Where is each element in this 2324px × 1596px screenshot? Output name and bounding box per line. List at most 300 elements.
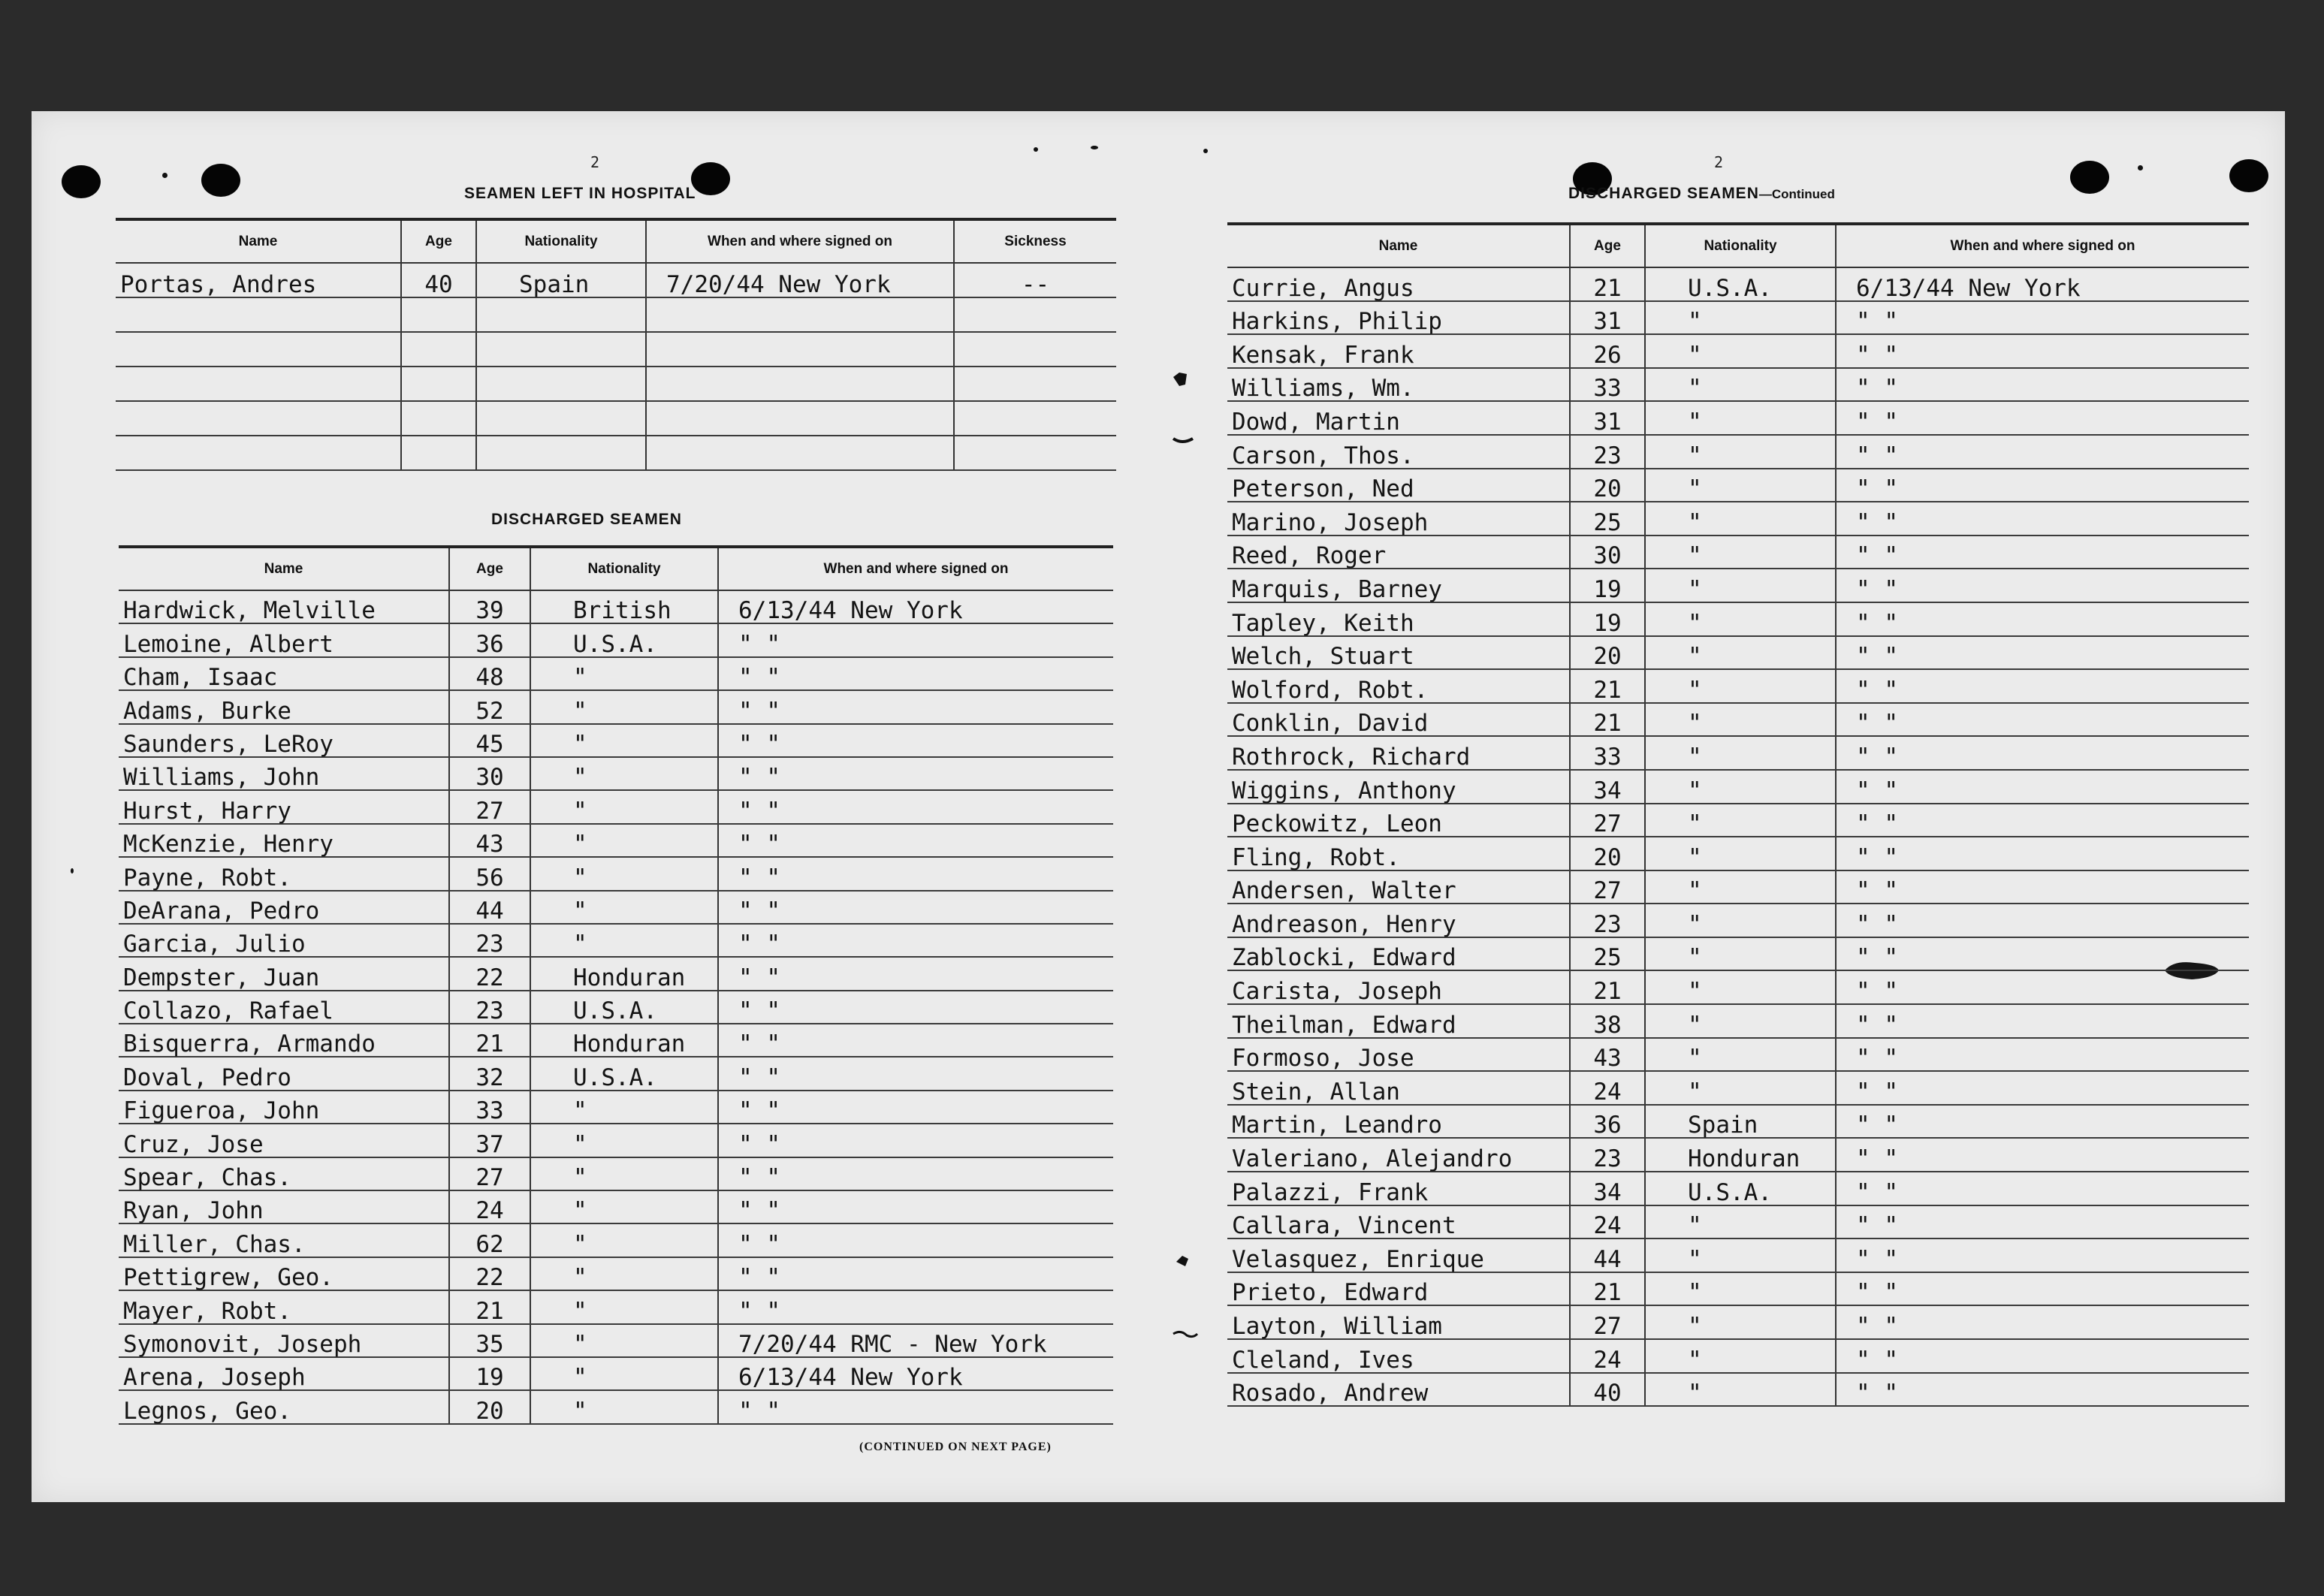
table-row	[119, 1190, 1113, 1223]
name-cell: Welch, Stuart	[1227, 636, 1570, 670]
page-number: 2	[1714, 153, 1724, 171]
when-where-cell: " "	[718, 891, 1113, 924]
table-row	[1227, 1305, 2249, 1339]
hospital-section-title: SEAMEN LEFT IN HOSPITAL	[464, 185, 696, 202]
nationality-cell: "	[530, 1257, 718, 1290]
nationality-cell: "	[530, 1157, 718, 1190]
age-cell: 23	[1570, 435, 1645, 469]
age-cell: 34	[1570, 1172, 1645, 1205]
when-where-cell: " "	[1836, 1004, 2249, 1038]
name-cell: McKenzie, Henry	[119, 824, 449, 857]
when-where-cell: " "	[718, 1157, 1113, 1190]
age-cell: 21	[1570, 970, 1645, 1004]
nationality-cell: "	[1645, 1238, 1836, 1272]
when-where-cell: 7/20/44 New York	[646, 263, 954, 297]
age-cell: 21	[1570, 669, 1645, 703]
age-cell: 22	[449, 1257, 530, 1290]
when-where-cell: " "	[1836, 1339, 2249, 1373]
sickness-cell	[954, 436, 1116, 470]
table-row	[119, 1257, 1113, 1290]
age-cell: 26	[1570, 334, 1645, 368]
table-row	[119, 1157, 1113, 1190]
age-cell: 23	[449, 924, 530, 957]
page-number: 2	[590, 153, 600, 171]
when-where-cell: " "	[718, 1290, 1113, 1323]
column-header-age: Age	[449, 547, 530, 590]
nationality-cell: "	[530, 757, 718, 790]
when-where-cell: " "	[1836, 1373, 2249, 1407]
when-where-cell: " "	[1836, 1272, 2249, 1306]
nationality-cell: "	[1645, 1071, 1836, 1105]
nationality-cell: "	[1645, 301, 1836, 335]
age-cell: 20	[1570, 469, 1645, 502]
name-cell: Hardwick, Melville	[119, 590, 449, 623]
age-cell: 36	[1570, 1105, 1645, 1139]
when-where-cell: " "	[718, 623, 1113, 656]
when-where-cell: 6/13/44 New York	[1836, 267, 2249, 301]
age-cell: 43	[449, 824, 530, 857]
table-row	[1227, 1105, 2249, 1139]
nationality-cell: "	[1645, 401, 1836, 435]
table-row	[1227, 1172, 2249, 1205]
nationality-cell: "	[530, 1091, 718, 1124]
name-cell	[116, 367, 401, 401]
name-cell: Callara, Vincent	[1227, 1205, 1570, 1239]
table-row	[1227, 469, 2249, 502]
age-cell	[401, 436, 476, 470]
name-cell: Miller, Chas.	[119, 1223, 449, 1257]
name-cell: Marino, Joseph	[1227, 502, 1570, 536]
age-cell: 24	[1570, 1339, 1645, 1373]
table-row	[1227, 267, 2249, 301]
nationality-cell	[476, 367, 646, 401]
nationality-cell: "	[1645, 703, 1836, 737]
when-where-cell: " "	[1836, 1105, 2249, 1139]
name-cell: Doval, Pedro	[119, 1057, 449, 1090]
name-cell: Velasquez, Enrique	[1227, 1238, 1570, 1272]
name-cell: Figueroa, John	[119, 1091, 449, 1124]
name-cell: Carson, Thos.	[1227, 435, 1570, 469]
table-row	[116, 263, 1116, 297]
age-cell	[401, 297, 476, 332]
header-row	[116, 219, 1116, 263]
column-header-nationality: Nationality	[1645, 224, 1836, 267]
age-cell: 25	[1570, 937, 1645, 971]
nationality-cell: "	[1645, 1205, 1836, 1239]
table-row	[1227, 1138, 2249, 1172]
age-cell: 21	[449, 1024, 530, 1057]
when-where-cell: " "	[718, 1024, 1113, 1057]
when-where-cell: " "	[1836, 703, 2249, 737]
when-where-cell: " "	[718, 757, 1113, 790]
when-where-cell: " "	[1836, 469, 2249, 502]
nationality-cell: British	[530, 590, 718, 623]
table-row	[119, 824, 1113, 857]
column-header-when-where: When and where signed on	[1836, 224, 2249, 267]
when-where-cell: " "	[1836, 804, 2249, 837]
name-cell: Hurst, Harry	[119, 790, 449, 823]
nationality-cell: "	[1645, 602, 1836, 636]
nationality-cell: U.S.A.	[530, 991, 718, 1024]
column-header-when-where: When and where signed on	[646, 219, 954, 263]
when-where-cell: 6/13/44 New York	[718, 590, 1113, 623]
when-where-cell: " "	[718, 991, 1113, 1024]
when-where-cell: " "	[1836, 536, 2249, 569]
nationality-cell: Honduran	[1645, 1138, 1836, 1172]
when-where-cell: " "	[1836, 334, 2249, 368]
name-cell: Tapley, Keith	[1227, 602, 1570, 636]
column-header-nationality: Nationality	[530, 547, 718, 590]
table-row	[119, 1124, 1113, 1157]
column-header-when-where: When and where signed on	[718, 547, 1113, 590]
age-cell: 19	[1570, 602, 1645, 636]
header-row	[1227, 224, 2249, 267]
name-cell: Theilman, Edward	[1227, 1004, 1570, 1038]
when-where-cell: " "	[718, 724, 1113, 757]
age-cell: 36	[449, 623, 530, 656]
name-cell: Prieto, Edward	[1227, 1272, 1570, 1306]
table-row	[119, 1324, 1113, 1357]
table-row	[116, 332, 1116, 367]
age-cell: 38	[1570, 1004, 1645, 1038]
nationality-cell: "	[530, 1190, 718, 1223]
when-where-cell: " "	[1836, 970, 2249, 1004]
nationality-cell: "	[1645, 770, 1836, 804]
table-row	[1227, 536, 2249, 569]
table-row	[1227, 502, 2249, 536]
nationality-cell: "	[530, 1223, 718, 1257]
age-cell: 32	[449, 1057, 530, 1090]
name-cell: Peckowitz, Leon	[1227, 804, 1570, 837]
age-cell: 30	[449, 757, 530, 790]
when-where-cell: " "	[1836, 937, 2249, 971]
name-cell	[116, 297, 401, 332]
nationality-cell: "	[1645, 970, 1836, 1004]
when-where-cell	[646, 297, 954, 332]
when-where-cell: " "	[1836, 669, 2249, 703]
name-cell: Collazo, Rafael	[119, 991, 449, 1024]
name-cell: Marquis, Barney	[1227, 569, 1570, 602]
name-cell: Carista, Joseph	[1227, 970, 1570, 1004]
name-cell: Reed, Roger	[1227, 536, 1570, 569]
when-where-cell: " "	[1836, 569, 2249, 602]
when-where-cell: 7/20/44 RMC - New York	[718, 1324, 1113, 1357]
when-where-cell: " "	[1836, 736, 2249, 770]
name-cell: Andersen, Walter	[1227, 870, 1570, 904]
name-cell: Bisquerra, Armando	[119, 1024, 449, 1057]
when-where-cell: " "	[718, 1124, 1113, 1157]
age-cell: 39	[449, 590, 530, 623]
table-row	[119, 790, 1113, 823]
nationality-cell: "	[530, 690, 718, 723]
name-cell: Palazzi, Frank	[1227, 1172, 1570, 1205]
when-where-cell: " "	[718, 1190, 1113, 1223]
table-row	[1227, 1004, 2249, 1038]
when-where-cell: " "	[1836, 1238, 2249, 1272]
name-cell: Conklin, David	[1227, 703, 1570, 737]
nationality-cell: "	[1645, 569, 1836, 602]
sickness-cell	[954, 401, 1116, 436]
scan-speck	[1034, 147, 1038, 152]
table-row	[1227, 1272, 2249, 1306]
nationality-cell: "	[530, 1124, 718, 1157]
name-cell: Kensak, Frank	[1227, 334, 1570, 368]
continued-title-suffix: —Continued	[1758, 187, 1835, 201]
table-row	[119, 690, 1113, 723]
name-cell: Williams, Wm.	[1227, 368, 1570, 402]
table-row	[119, 1290, 1113, 1323]
age-cell: 25	[1570, 502, 1645, 536]
when-where-cell: " "	[1836, 1305, 2249, 1339]
table-row	[119, 757, 1113, 790]
scan-speck	[71, 868, 74, 873]
age-cell: 23	[449, 991, 530, 1024]
when-where-cell: " "	[1836, 1172, 2249, 1205]
column-header-name: Name	[1227, 224, 1570, 267]
table-row	[1227, 334, 2249, 368]
nationality-cell: "	[1645, 1305, 1836, 1339]
when-where-cell: " "	[1836, 301, 2249, 335]
when-where-cell: " "	[1836, 636, 2249, 670]
nationality-cell: "	[530, 857, 718, 890]
nationality-cell: U.S.A.	[1645, 267, 1836, 301]
scan-speck	[162, 173, 168, 178]
when-where-cell: " "	[1836, 602, 2249, 636]
table-row	[1227, 837, 2249, 870]
age-cell: 27	[449, 1157, 530, 1190]
name-cell: Spear, Chas.	[119, 1157, 449, 1190]
age-cell: 31	[1570, 301, 1645, 335]
nationality-cell: "	[530, 1324, 718, 1357]
name-cell: Zablocki, Edward	[1227, 937, 1570, 971]
name-cell: Stein, Allan	[1227, 1071, 1570, 1105]
discharged-continued-table	[1227, 222, 2249, 1407]
punch-hole	[2070, 161, 2109, 194]
name-cell: Dowd, Martin	[1227, 401, 1570, 435]
name-cell: Dempster, Juan	[119, 957, 449, 990]
scan-speck	[1091, 146, 1098, 149]
hospital-table	[116, 218, 1116, 471]
nationality-cell: "	[1645, 804, 1836, 837]
nationality-cell: Spain	[476, 263, 646, 297]
scan-speck	[2138, 165, 2143, 170]
age-cell: 27	[1570, 804, 1645, 837]
nationality-cell: "	[1645, 536, 1836, 569]
age-cell: 19	[1570, 569, 1645, 602]
table-row	[119, 991, 1113, 1024]
age-cell: 19	[449, 1357, 530, 1390]
table-row	[1227, 937, 2249, 971]
nationality-cell: "	[1645, 837, 1836, 870]
when-where-cell: " "	[1836, 401, 2249, 435]
table-row	[1227, 804, 2249, 837]
sickness-cell	[954, 297, 1116, 332]
when-where-cell: " "	[1836, 502, 2249, 536]
table-row	[119, 924, 1113, 957]
name-cell: Formoso, Jose	[1227, 1038, 1570, 1072]
nationality-cell: Spain	[1645, 1105, 1836, 1139]
table-row	[119, 1024, 1113, 1057]
nationality-cell: "	[1645, 669, 1836, 703]
sickness-cell: --	[954, 263, 1116, 297]
name-cell	[116, 332, 401, 367]
age-cell	[401, 367, 476, 401]
scan-speck	[1203, 149, 1208, 153]
when-where-cell: " "	[718, 657, 1113, 690]
age-cell	[401, 401, 476, 436]
column-header-name: Name	[116, 219, 401, 263]
nationality-cell: U.S.A.	[530, 1057, 718, 1090]
punch-hole	[62, 165, 101, 198]
name-cell	[116, 401, 401, 436]
nationality-cell: "	[1645, 636, 1836, 670]
table-row	[119, 891, 1113, 924]
name-cell: Cleland, Ives	[1227, 1339, 1570, 1373]
table-row	[1227, 301, 2249, 335]
table-row	[1227, 1071, 2249, 1105]
table-row	[119, 1390, 1113, 1423]
nationality-cell: "	[530, 891, 718, 924]
nationality-cell: "	[1645, 502, 1836, 536]
name-cell: Layton, William	[1227, 1305, 1570, 1339]
nationality-cell: "	[530, 724, 718, 757]
nationality-cell: "	[1645, 368, 1836, 402]
table-row	[1227, 1238, 2249, 1272]
punch-hole	[691, 162, 730, 195]
name-cell: Wolford, Robt.	[1227, 669, 1570, 703]
name-cell: Wiggins, Anthony	[1227, 770, 1570, 804]
nationality-cell: "	[1645, 334, 1836, 368]
when-where-cell: " "	[1836, 1038, 2249, 1072]
nationality-cell	[476, 401, 646, 436]
age-cell: 21	[1570, 267, 1645, 301]
age-cell	[401, 332, 476, 367]
when-where-cell: " "	[1836, 837, 2249, 870]
when-where-cell: " "	[718, 1257, 1113, 1290]
nationality-cell: "	[530, 657, 718, 690]
table-row	[116, 401, 1116, 436]
table-row	[1227, 970, 2249, 1004]
when-where-cell: " "	[1836, 870, 2249, 904]
name-cell: Currie, Angus	[1227, 267, 1570, 301]
age-cell: 24	[1570, 1205, 1645, 1239]
age-cell: 27	[1570, 870, 1645, 904]
nationality-cell: "	[530, 1357, 718, 1390]
age-cell: 45	[449, 724, 530, 757]
name-cell: DeArana, Pedro	[119, 891, 449, 924]
when-where-cell: " "	[718, 790, 1113, 823]
table-row	[1227, 401, 2249, 435]
header-row	[119, 547, 1113, 590]
when-where-cell: " "	[718, 1091, 1113, 1124]
continued-footnote: (CONTINUED ON NEXT PAGE)	[859, 1441, 1052, 1453]
table-row	[116, 367, 1116, 401]
table-row	[1227, 703, 2249, 737]
name-cell: Mayer, Robt.	[119, 1290, 449, 1323]
age-cell: 56	[449, 857, 530, 890]
when-where-cell: " "	[718, 957, 1113, 990]
name-cell: Garcia, Julio	[119, 924, 449, 957]
nationality-cell: "	[530, 824, 718, 857]
table-row	[119, 857, 1113, 890]
age-cell: 44	[1570, 1238, 1645, 1272]
age-cell: 23	[1570, 904, 1645, 937]
nationality-cell: Honduran	[530, 1024, 718, 1057]
age-cell: 40	[1570, 1373, 1645, 1407]
when-where-cell: " "	[718, 690, 1113, 723]
table-row	[1227, 368, 2249, 402]
nationality-cell	[476, 436, 646, 470]
name-cell: Arena, Joseph	[119, 1357, 449, 1390]
when-where-cell: " "	[718, 1390, 1113, 1423]
name-cell: Legnos, Geo.	[119, 1390, 449, 1423]
name-cell: Peterson, Ned	[1227, 469, 1570, 502]
table-row	[119, 1057, 1113, 1090]
nationality-cell: "	[1645, 469, 1836, 502]
age-cell: 31	[1570, 401, 1645, 435]
table-row	[1227, 770, 2249, 804]
age-cell: 40	[401, 263, 476, 297]
table-row	[119, 1091, 1113, 1124]
table-row	[1227, 1205, 2249, 1239]
when-where-cell: " "	[1836, 770, 2249, 804]
name-cell: Cham, Isaac	[119, 657, 449, 690]
age-cell: 37	[449, 1124, 530, 1157]
name-cell: Cruz, Jose	[119, 1124, 449, 1157]
name-cell: Portas, Andres	[116, 263, 401, 297]
table-row	[1227, 1373, 2249, 1407]
table-row	[116, 436, 1116, 470]
when-where-cell: " "	[1836, 1071, 2249, 1105]
column-header-age: Age	[1570, 224, 1645, 267]
name-cell: Payne, Robt.	[119, 857, 449, 890]
table-row	[119, 1357, 1113, 1390]
table-row	[1227, 904, 2249, 937]
table-row	[1227, 870, 2249, 904]
table-row	[119, 590, 1113, 623]
table-row	[1227, 1038, 2249, 1072]
nationality-cell: "	[1645, 1004, 1836, 1038]
when-where-cell	[646, 332, 954, 367]
age-cell: 20	[449, 1390, 530, 1423]
when-where-cell: " "	[718, 857, 1113, 890]
name-cell: Valeriano, Alejandro	[1227, 1138, 1570, 1172]
table-row	[119, 957, 1113, 990]
when-where-cell: " "	[1836, 368, 2249, 402]
column-header-age: Age	[401, 219, 476, 263]
age-cell: 22	[449, 957, 530, 990]
nationality-cell: U.S.A.	[530, 623, 718, 656]
when-where-cell	[646, 436, 954, 470]
nationality-cell: Honduran	[530, 957, 718, 990]
table-row	[1227, 435, 2249, 469]
when-where-cell: " "	[718, 824, 1113, 857]
when-where-cell: " "	[718, 1057, 1113, 1090]
when-where-cell: " "	[718, 924, 1113, 957]
age-cell: 62	[449, 1223, 530, 1257]
nationality-cell: "	[1645, 1038, 1836, 1072]
age-cell: 24	[1570, 1071, 1645, 1105]
table-row	[1227, 602, 2249, 636]
discharged-section-title: DISCHARGED SEAMEN	[491, 511, 682, 528]
age-cell: 33	[1570, 736, 1645, 770]
fold-marks	[1143, 231, 1233, 1403]
nationality-cell: "	[530, 790, 718, 823]
name-cell: Lemoine, Albert	[119, 623, 449, 656]
age-cell: 43	[1570, 1038, 1645, 1072]
nationality-cell: "	[1645, 1339, 1836, 1373]
nationality-cell: "	[1645, 904, 1836, 937]
